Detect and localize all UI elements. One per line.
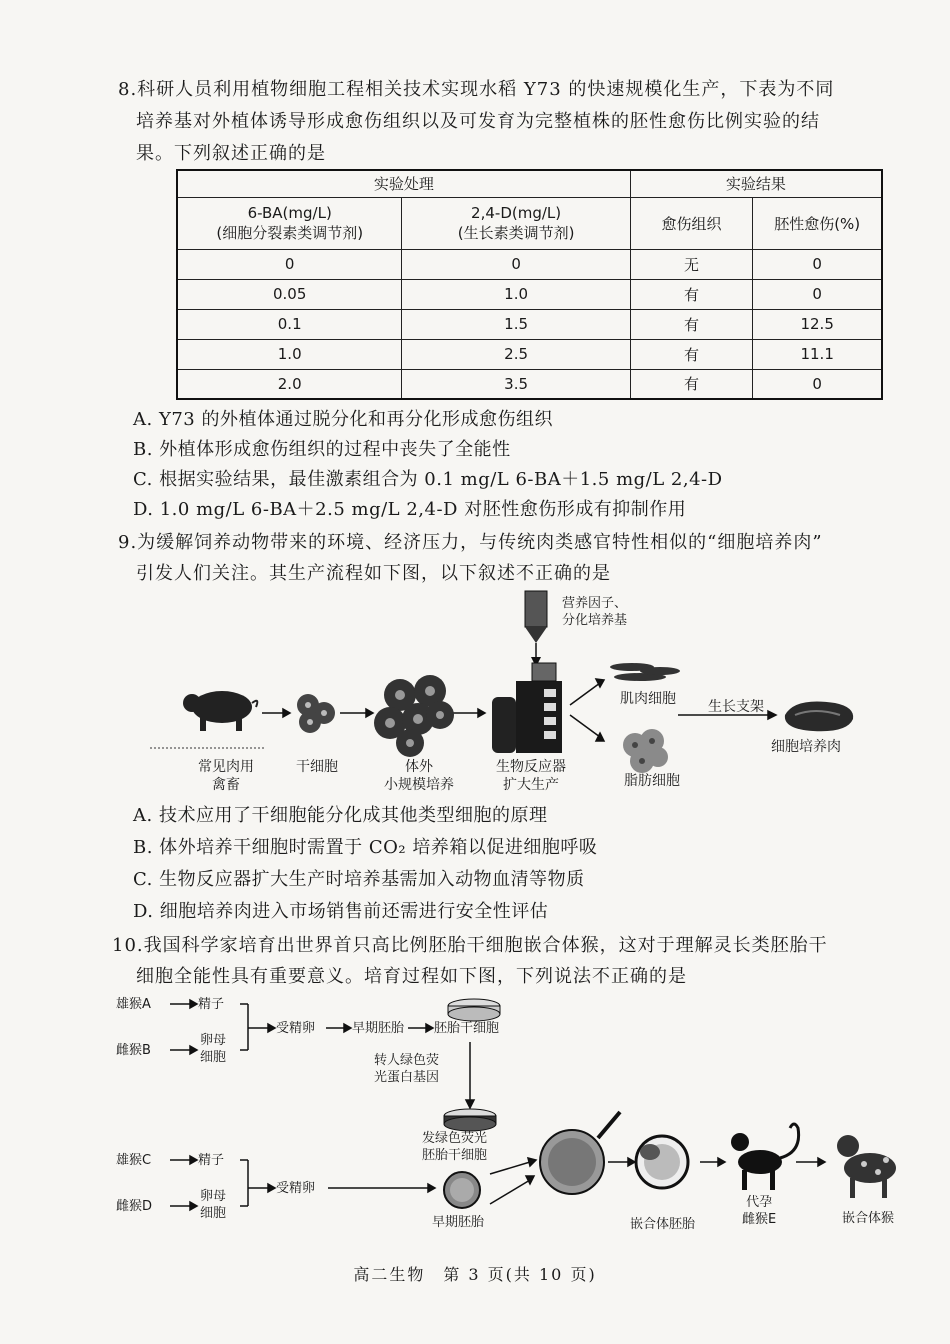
- female-monkey-d: 雌猴D: [116, 1199, 153, 1214]
- q8-line1: 8.科研人员利用植物细胞工程相关技术实现水稻 Y73 的快速规模化生产，下表为不同: [118, 79, 835, 100]
- q9-line1: 9.为缓解饲养动物带来的环境、经济压力，与传统肉类感官特性相似的“细胞培养肉”: [118, 532, 823, 553]
- experiment-table: [176, 169, 883, 400]
- oocyte-label: 卵母 细胞: [200, 1033, 227, 1065]
- surrogate-monkey-icon: [731, 1124, 799, 1190]
- page-footer: 高二生物 第 3 页(共 10 页): [353, 1265, 597, 1284]
- table-row: 2.0 3.5 有 0: [177, 369, 882, 399]
- early-embryo-icon: [444, 1172, 480, 1208]
- fat-cell-label: 脂肪细胞: [624, 773, 680, 789]
- female-monkey-b: 雌猴B: [116, 1043, 151, 1058]
- pig-icon: [183, 691, 257, 731]
- stem-cell-icon: [297, 694, 335, 733]
- bioreactor-label: 生物反应器 扩大生产: [496, 759, 566, 793]
- q8-option-b: B. 外植体形成愈伤组织的过程中丧失了全能性: [133, 439, 511, 460]
- oocyte-label-2: 卵母 细胞: [200, 1189, 227, 1221]
- petri-dish-icon: [448, 999, 500, 1021]
- chimera-monkey-diagram: [110, 992, 930, 1242]
- table-header-24d: 2,4-D(mg/L) (生长素类调节剂): [402, 197, 630, 249]
- q9-line2: 引发人们关注。其生产流程如下图，以下叙述不正确的是: [136, 563, 611, 584]
- table-row: 0.05 1.0 有 0: [177, 279, 882, 309]
- cell-cluster-icon: [374, 675, 454, 757]
- fat-cell-icon: [623, 729, 668, 773]
- table-group-treatment: 实验处理: [177, 170, 630, 197]
- q10-line1: 10.我国科学家培育出世界首只高比例胚胎干细胞嵌合体猴，这对于理解灵长类胚胎干: [112, 935, 828, 956]
- table-header-6ba: 6-BA(mg/L) (细胞分裂素类调节剂): [177, 197, 402, 249]
- q8-line2: 培养基对外植体诱导形成愈伤组织以及可发育为完整植株的胚性愈伤比例实验的结: [136, 111, 820, 132]
- chimera-embryo-label: 嵌合体胚胎: [630, 1217, 696, 1232]
- table-row: 0 0 无 0: [177, 249, 882, 279]
- surrogate-label: 代孕 雌猴E: [742, 1195, 777, 1227]
- nutrient-label: 营养因子、 分化培养基: [562, 596, 628, 628]
- sperm-label-2: 精子: [198, 1153, 225, 1168]
- injection-icon: [540, 1112, 620, 1194]
- livestock-label: 常见肉用 禽畜: [198, 759, 254, 793]
- table-header-callus: 愈伤组织: [630, 197, 753, 249]
- q8-option-d: D. 1.0 mg/L 6-BA＋2.5 mg/L 2,4-D 对胚性愈伤形成有抑制作用: [133, 499, 687, 520]
- cultured-meat-icon: [785, 702, 853, 732]
- table-group-results: 实验结果: [630, 170, 882, 197]
- nutrient-tube-icon: [525, 591, 547, 667]
- q9-option-c: C. 生物反应器扩大生产时培养基需加入动物血清等物质: [133, 869, 585, 890]
- muscle-cell-label: 肌肉细胞: [620, 691, 676, 707]
- q8-option-c: C. 根据实验结果，最佳激素组合为 0.1 mg/L 6-BA＋1.5 mg/L 2,4-D: [133, 469, 723, 490]
- zygote-label-2: 受精卵: [276, 1181, 316, 1196]
- stem-cell-label: 干细胞: [296, 759, 338, 775]
- male-monkey-a: 雄猴A: [116, 997, 151, 1012]
- scaffold-label: 生长支架: [708, 699, 764, 715]
- petri-dish-green-icon: [444, 1109, 496, 1131]
- q9-option-b: B. 体外培养干细胞时需置于 CO₂ 培养箱以促进细胞呼吸: [133, 837, 598, 858]
- table-row: 1.0 2.5 有 11.1: [177, 339, 882, 369]
- cultured-meat-label: 细胞培养肉: [771, 739, 841, 755]
- chimera-embryo-icon: [636, 1136, 688, 1188]
- early-embryo-label: 早期胚胎: [352, 1021, 405, 1036]
- vitro-culture-label: 体外 小规模培养: [384, 759, 454, 793]
- q10-line2: 细胞全能性具有重要意义。培育过程如下图，下列说法不正确的是: [136, 966, 687, 987]
- zygote-label: 受精卵: [276, 1021, 316, 1036]
- chimera-monkey-label: 嵌合体猴: [842, 1211, 895, 1226]
- q8-line3: 果。下列叙述正确的是: [136, 143, 326, 164]
- gfp-esc-label: 发绿色荧光 胚胎干细胞: [422, 1131, 488, 1163]
- muscle-cell-icon: [610, 663, 680, 681]
- early-embryo-label-2: 早期胚胎: [432, 1215, 485, 1230]
- table-row: 0.1 1.5 有 12.5: [177, 309, 882, 339]
- q9-option-d: D. 细胞培养肉进入市场销售前还需进行安全性评估: [133, 901, 549, 922]
- q8-option-a: A. Y73 的外植体通过脱分化和再分化形成愈伤组织: [133, 409, 553, 430]
- esc-label: 胚胎干细胞: [434, 1021, 500, 1036]
- table-header-embryogenic: 胚性愈伤(%): [753, 197, 882, 249]
- bioreactor-icon: [492, 663, 562, 753]
- sperm-label: 精子: [198, 997, 225, 1012]
- gfp-label: 转人绿色荧 光蛋白基因: [374, 1053, 440, 1085]
- male-monkey-c: 雄猴C: [116, 1153, 152, 1168]
- chimera-monkey-icon: [837, 1135, 896, 1198]
- q9-option-a: A. 技术应用了干细胞能分化成其他类型细胞的原理: [133, 805, 548, 826]
